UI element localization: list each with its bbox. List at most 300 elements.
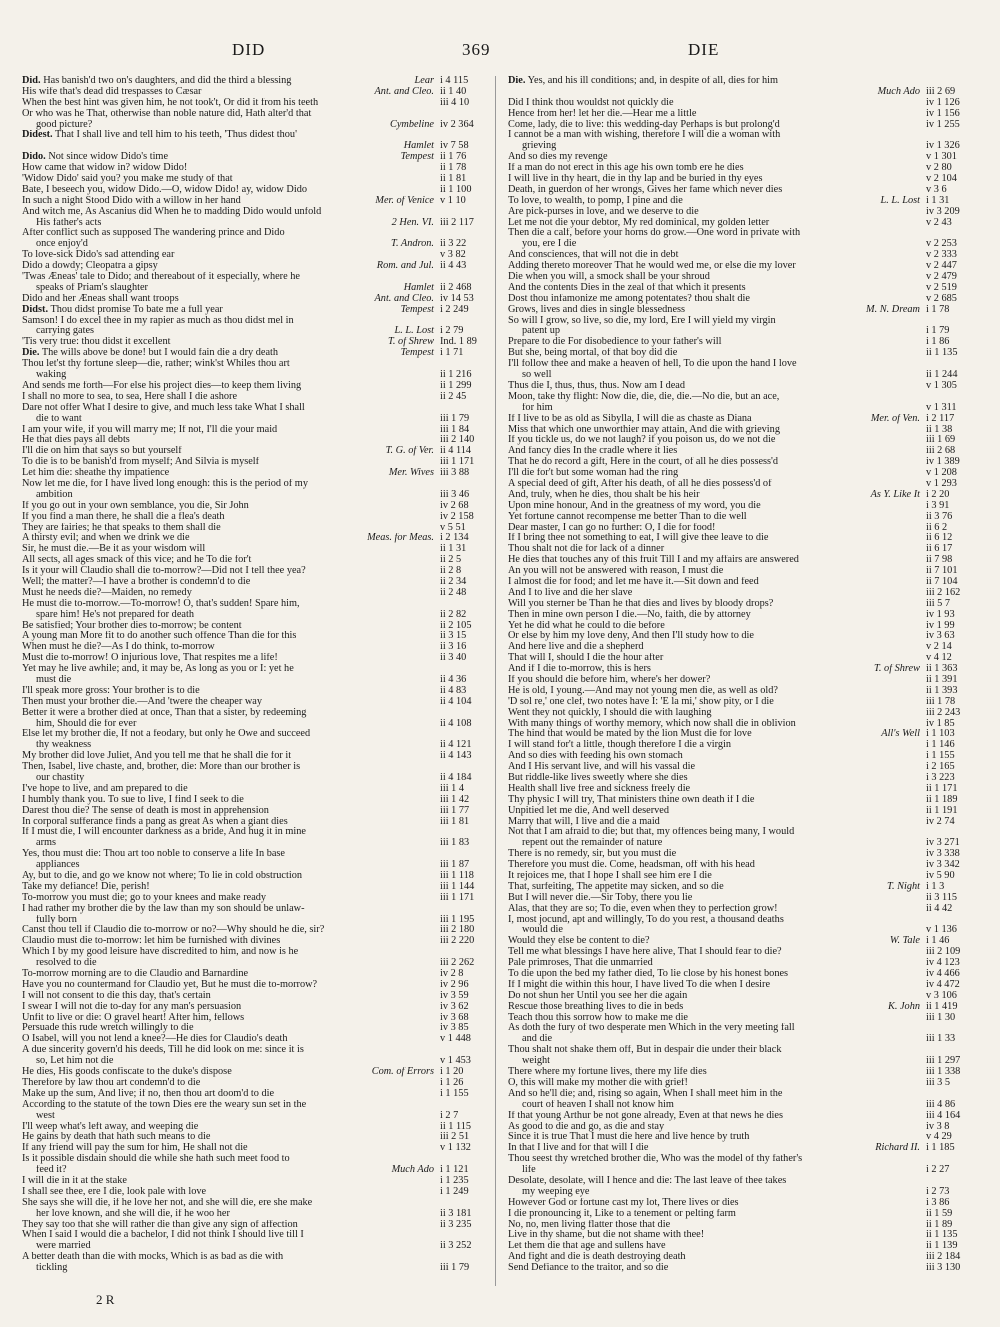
act-scene-line: v 2 80 <box>926 163 952 174</box>
concordance-line <box>22 958 492 969</box>
quotation: Thus die I, thus, thus, thus. Now am I dead <box>508 380 686 391</box>
quotation-text <box>22 316 294 327</box>
quotation: According to the statute of the town Dies ere the weary sun set in the <box>22 1099 307 1110</box>
quotation: Then in mine own person I die.—No, faith, die by attorney <box>508 609 751 620</box>
citation <box>386 468 492 479</box>
quotation: He that dies pays all debts <box>22 435 130 446</box>
concordance-line <box>508 980 978 991</box>
concordance-line <box>508 958 978 969</box>
citation <box>437 1220 492 1231</box>
concordance-line <box>22 533 492 544</box>
citation <box>437 577 492 588</box>
act-scene-line: v 3 106 <box>926 990 957 1001</box>
concordance-line <box>22 261 492 272</box>
quotation: Ay, but to die, and go we know not where; To lie in cold obstruction <box>22 871 303 882</box>
quotation-text <box>22 588 192 599</box>
quotation: thy weakness <box>36 740 92 751</box>
citation <box>923 708 978 719</box>
act-scene-line: iii 1 81 <box>440 816 470 827</box>
quotation-text <box>22 185 307 196</box>
quotation-text <box>508 631 754 642</box>
quotation-text <box>22 425 277 436</box>
quotation-text <box>36 740 91 751</box>
concordance-line <box>508 566 978 577</box>
concordance-line <box>22 784 492 795</box>
quotation: I will stand for't a little, though therefore I die a virgin <box>508 740 731 751</box>
concordance-line <box>22 675 492 686</box>
quotation-text <box>508 435 775 446</box>
quotation: Thy physic I will try, That ministers thine own death if I die <box>508 794 755 805</box>
act-scene-line: iii 2 69 <box>926 86 956 97</box>
act-scene-line: iii 1 42 <box>440 794 470 805</box>
citation <box>923 1165 978 1176</box>
quotation-text <box>22 403 305 414</box>
quotation: Dido and her Æneas shall want troops <box>22 293 179 304</box>
concordance-line <box>508 512 978 523</box>
citation <box>437 435 492 446</box>
act-scene-line: v 1 293 <box>926 478 957 489</box>
act-scene-line: iv 3 68 <box>440 1012 469 1023</box>
act-scene-line: ii 1 31 <box>440 544 467 555</box>
act-scene-line: iii 2 51 <box>440 1132 470 1143</box>
play-title: Hamlet <box>403 282 434 293</box>
act-scene-line: iv 14 53 <box>440 293 474 304</box>
concordance-line <box>22 555 492 566</box>
concordance-line <box>508 1241 978 1252</box>
citation <box>923 446 978 457</box>
quotation-text <box>508 294 750 305</box>
play-title: Tempest <box>400 152 434 163</box>
act-scene-line: Ind. 1 89 <box>440 337 477 348</box>
quotation-text <box>522 1187 589 1198</box>
act-scene-line: v 2 253 <box>926 239 957 250</box>
quotation: I will not consent to die this day, that's certain <box>22 990 211 1001</box>
quotation-text <box>22 762 300 773</box>
concordance-line <box>22 577 492 588</box>
citation <box>437 980 492 991</box>
concordance-line <box>508 392 978 403</box>
quotation-text <box>522 370 551 381</box>
quotation: fully born <box>36 914 77 925</box>
quotation-text <box>22 305 223 316</box>
concordance-line <box>22 882 492 893</box>
play-title: W. Tale <box>889 936 920 947</box>
act-scene-line: ii 2 468 <box>440 282 472 293</box>
citation <box>923 697 978 708</box>
quotation-text <box>22 523 221 534</box>
quotation: Are pick-purses in love, and we deserve to die <box>508 206 699 217</box>
quotation: Marry that will, I live and die a maid <box>508 816 660 827</box>
act-scene-line: ii 1 135 <box>926 1230 958 1241</box>
quotation: In corporal sufferance finds a pang as great As when a giant dies <box>22 816 288 827</box>
quotation: resolved to die <box>36 958 97 969</box>
citation <box>923 1013 978 1024</box>
quotation-text <box>22 686 200 697</box>
citation <box>437 621 492 632</box>
act-scene-line: iii 4 164 <box>926 1110 961 1121</box>
citation <box>372 87 493 98</box>
citation <box>437 370 492 381</box>
quotation-text <box>508 1045 781 1056</box>
quotation: Or else by him my love deny, And then I'll study how to die <box>508 631 754 642</box>
act-scene-line: v 4 29 <box>926 1132 952 1143</box>
citation <box>437 936 492 947</box>
quotation-text <box>508 544 664 555</box>
quotation-text <box>508 1067 707 1078</box>
quotation-text <box>22 1176 127 1187</box>
headword: Dido. <box>22 152 46 163</box>
concordance-line <box>508 250 978 261</box>
concordance-line <box>22 653 492 664</box>
act-scene-line: i 2 165 <box>926 762 955 773</box>
concordance-line <box>22 1002 492 1013</box>
quotation: Dost thou infamonize me among potentates? thou shalt die <box>508 293 750 304</box>
quotation: She says she will die, if he love her not, and she will die, ere she make <box>22 1197 313 1208</box>
quotation-text <box>522 403 553 414</box>
quotation: But I will never die.—Sir Toby, there you lie <box>508 892 693 903</box>
concordance-line <box>508 1198 978 1209</box>
quotation-text <box>22 109 311 120</box>
quotation: Not since widow Dido's time <box>48 152 169 163</box>
quotation-text <box>22 544 205 555</box>
play-title: T. G. of Ver. <box>385 446 434 457</box>
quotation: He must die to-morrow.—To-morrow! O, that's sudden! Spare him, <box>22 598 300 609</box>
quotation-text <box>22 1067 232 1078</box>
quotation: Pale primroses, That die unmarried <box>508 958 653 969</box>
quotation-text <box>508 98 674 109</box>
quotation-text <box>508 740 731 751</box>
concordance-line <box>22 326 492 337</box>
quotation: My brother did love Juliet, And you tell me that he shall die for it <box>22 751 292 762</box>
quotation-text <box>22 1187 206 1198</box>
concordance-line <box>508 1013 978 1024</box>
quotation: A better death than die with mocks, Which is as bad as die with <box>22 1252 284 1263</box>
citation <box>437 958 492 969</box>
quotation-text <box>36 1165 67 1176</box>
quotation-text <box>22 1002 241 1013</box>
citation <box>923 218 978 229</box>
act-scene-line: v 2 14 <box>926 642 952 653</box>
concordance-line <box>22 1034 492 1045</box>
concordance-line <box>508 87 978 98</box>
quotation-text <box>508 109 696 120</box>
citation <box>923 272 978 283</box>
quotation-text <box>22 642 215 653</box>
quotation: A special deed of gift, After his death, of all he dies possess'd of <box>508 478 772 489</box>
citation <box>437 925 492 936</box>
act-scene-line: ii 2 5 <box>440 555 462 566</box>
quotation-text <box>508 751 683 762</box>
concordance-line <box>508 1252 978 1263</box>
quotation: And witch me, As Ascanius did When he to madding Dido would unfold <box>22 206 322 217</box>
citation <box>437 1122 492 1133</box>
act-scene-line: i 2 117 <box>926 413 955 424</box>
concordance-line <box>508 719 978 730</box>
citation <box>923 1078 978 1089</box>
act-scene-line: v 1 132 <box>440 1143 471 1154</box>
quotation: To-morrow morning are to die Claudio and Barnardine <box>22 969 249 980</box>
act-scene-line: ii 4 143 <box>440 751 472 762</box>
citation <box>437 969 492 980</box>
citation <box>923 98 978 109</box>
concordance-line <box>22 435 492 446</box>
quotation-text <box>22 435 130 446</box>
act-scene-line: v 2 479 <box>926 272 957 283</box>
concordance-line <box>22 512 492 523</box>
citation <box>923 207 978 218</box>
quotation-text <box>36 1241 91 1252</box>
quotation-text <box>508 849 676 860</box>
citation <box>374 261 492 272</box>
quotation-text <box>36 838 56 849</box>
citation <box>923 838 978 849</box>
quotation: Let me not die your debtor, My red dominical, my golden letter <box>508 217 770 228</box>
quotation: Thou seest thy wretched brother die, Who was the model of thy father's <box>508 1154 803 1165</box>
act-scene-line: ii 3 181 <box>440 1208 472 1219</box>
act-scene-line: iii 1 338 <box>926 1067 961 1078</box>
quotation: him, Should die for ever <box>36 718 137 729</box>
quotation-text <box>22 359 290 370</box>
page-number: 369 <box>462 40 491 59</box>
concordance-line <box>22 1230 492 1241</box>
play-title: Tempest <box>400 348 434 359</box>
act-scene-line: iii 3 130 <box>926 1263 961 1274</box>
concordance-line <box>22 228 492 239</box>
play-title: Mer. of Venice <box>375 195 434 206</box>
play-title: Much Ado <box>391 1165 434 1176</box>
concordance-line <box>508 174 978 185</box>
quotation-text <box>508 947 782 958</box>
concordance-line <box>508 239 978 250</box>
citation <box>923 795 978 806</box>
quotation: That he do record a gift, Here in the court, of all he dies possess'd <box>508 457 779 468</box>
quotation-text <box>22 228 285 239</box>
quotation-text <box>508 991 687 1002</box>
quotation-text <box>508 1122 664 1133</box>
concordance-line <box>22 1176 492 1187</box>
act-scene-line: iv 3 85 <box>440 1023 469 1034</box>
act-scene-line: v 3 6 <box>926 184 947 195</box>
quotation-text <box>22 751 291 762</box>
citation <box>887 936 978 947</box>
quotation-text <box>508 207 699 218</box>
citation <box>923 1230 978 1241</box>
quotation: Therefore you must die. Come, headsman, off with his head <box>508 860 755 871</box>
concordance-line <box>22 294 492 305</box>
quotation-text <box>22 152 168 163</box>
quotation: I'll follow thee and make a heaven of hell, To die upon the hand I love <box>508 359 797 370</box>
act-scene-line: ii 3 22 <box>440 239 467 250</box>
quotation-text <box>508 1078 688 1089</box>
quotation-text <box>22 1078 200 1089</box>
concordance-line <box>22 196 492 207</box>
signature-mark: 2 R <box>96 1292 115 1307</box>
citation <box>437 544 492 555</box>
quotation: And sends me forth—For else his project dies—to keep them living <box>22 380 302 391</box>
quotation-text <box>508 283 746 294</box>
quotation-text <box>508 729 752 740</box>
act-scene-line: v 3 82 <box>440 250 466 261</box>
concordance-line <box>508 152 978 163</box>
citation <box>923 141 978 152</box>
quotation: I had rather my brother die by the law than my son should be unlaw- <box>22 903 305 914</box>
act-scene-line: ii 3 16 <box>440 642 467 653</box>
concordance-line <box>22 392 492 403</box>
quotation-text <box>508 610 751 621</box>
concordance-line <box>22 697 492 708</box>
quotation: carrying gates <box>36 326 95 337</box>
concordance-line <box>508 599 978 610</box>
concordance-line <box>22 468 492 479</box>
act-scene-line: iii 1 144 <box>440 881 475 892</box>
quotation-text <box>22 1100 306 1111</box>
quotation: And I His servant live, and will his vassal die <box>508 762 696 773</box>
quotation: There where my fortune lives, there my life dies <box>508 1067 707 1078</box>
act-scene-line: ii 1 38 <box>926 424 953 435</box>
quotation-text <box>508 621 665 632</box>
quotation: Therefore by law thou art condemn'd to die <box>22 1077 201 1088</box>
concordance-line <box>22 795 492 806</box>
concordance-line <box>22 751 492 762</box>
citation <box>437 991 492 1002</box>
quotation-text <box>508 708 712 719</box>
quotation-text <box>22 501 249 512</box>
citation <box>923 163 978 174</box>
concordance-line <box>508 762 978 773</box>
concordance-line <box>508 544 978 555</box>
left-column <box>22 76 492 1274</box>
citation <box>437 784 492 795</box>
concordance-line <box>22 1089 492 1100</box>
act-scene-line: ii 3 115 <box>926 892 958 903</box>
act-scene-line: i 1 78 <box>926 304 950 315</box>
quotation: Grows, lives and dies in single blessedness <box>508 304 686 315</box>
quotation-text <box>22 653 278 664</box>
quotation-text <box>522 141 556 152</box>
concordance-line <box>508 1078 978 1089</box>
concordance-line <box>508 337 978 348</box>
citation <box>923 544 978 555</box>
play-title: All's Well <box>881 729 920 740</box>
quotation-text <box>508 457 778 468</box>
quotation: If I live to be as old as Sibylla, I will die as chaste as Diana <box>508 413 752 424</box>
quotation-text <box>22 795 244 806</box>
concordance-line <box>22 969 492 980</box>
quotation-text <box>36 675 71 686</box>
quotation-text <box>22 98 318 109</box>
quotation: Do not shun her Until you see her die again <box>508 990 688 1001</box>
quotation-text <box>22 904 305 915</box>
concordance-line <box>508 446 978 457</box>
citation <box>437 381 492 392</box>
concordance-line <box>22 1132 492 1143</box>
quotation: Unpitied let me die, And well deserved <box>508 805 669 816</box>
concordance-line <box>508 631 978 642</box>
quotation: Die when you will, a smock shall be your shroud <box>508 272 710 283</box>
play-title: K. John <box>887 1001 920 1012</box>
play-title: Mer. Wives <box>388 468 434 479</box>
quotation: Dare not offer What I desire to give, and much less take What I shall <box>22 402 305 413</box>
citation <box>437 871 492 882</box>
act-scene-line: iii 5 7 <box>926 598 951 609</box>
quotation: And the contents Dies in the zeal of that which it presents <box>508 282 746 293</box>
quotation-text <box>22 621 242 632</box>
quotation-text <box>22 555 251 566</box>
act-scene-line: i 1 155 <box>926 751 955 762</box>
act-scene-line: ii 1 139 <box>926 1241 958 1252</box>
concordance-line <box>508 925 978 936</box>
quotation: In that I live and for that will I die <box>508 1143 649 1154</box>
quotation-text <box>22 708 306 719</box>
act-scene-line: ii 2 82 <box>440 609 467 620</box>
quotation-text <box>508 1089 782 1100</box>
concordance-line <box>22 980 492 991</box>
act-scene-line: ii 6 17 <box>926 544 953 555</box>
quotation-text <box>36 1111 55 1122</box>
quotation: That, surfeiting, The appetite may sicken, and so die <box>508 881 724 892</box>
citation <box>923 425 978 436</box>
quotation: for him <box>522 402 553 413</box>
quotation: A young man More fit to do another such offence Than die for this <box>22 631 297 642</box>
act-scene-line: iv 4 472 <box>926 979 960 990</box>
quotation: Rescue those breathing lives to die in beds <box>508 1001 684 1012</box>
concordance-line <box>508 533 978 544</box>
quotation-text <box>36 326 94 337</box>
act-scene-line: iii 1 297 <box>926 1056 961 1067</box>
act-scene-line: ii 2 8 <box>440 566 462 577</box>
citation <box>923 871 978 882</box>
quotation: They are fairies; he that speaks to them shall die <box>22 522 221 533</box>
citation <box>923 817 978 828</box>
quotation: and die <box>522 1034 553 1045</box>
citation <box>437 1002 492 1013</box>
quotation-text <box>22 1132 210 1143</box>
quotation: When the best hint was given him, he not took't, Or did it from his teeth <box>22 97 319 108</box>
quotation: The hind that would be mated by the lion Must die for love <box>508 729 752 740</box>
citation <box>868 414 978 425</box>
act-scene-line: i 2 249 <box>440 304 469 315</box>
quotation-text <box>508 664 651 675</box>
act-scene-line: v 2 447 <box>926 261 957 272</box>
quotation: tickling <box>36 1263 68 1274</box>
quotation-text <box>508 348 677 359</box>
concordance-line <box>508 1023 978 1034</box>
act-scene-line: ii 3 235 <box>440 1219 472 1230</box>
quotation: To die is to be banish'd from myself; And Silvia is myself <box>22 457 260 468</box>
quotation: Must die to-morrow! O injurious love, That respites me a life! <box>22 653 278 664</box>
concordance-line <box>22 893 492 904</box>
quotation-text <box>36 414 82 425</box>
act-scene-line: ii 2 48 <box>440 587 467 598</box>
concordance-line <box>22 719 492 730</box>
quotation-text <box>36 370 66 381</box>
quotation: I'll weep what's left away, and weeping die <box>22 1121 199 1132</box>
concordance-line <box>508 904 978 915</box>
quotation-text <box>508 185 782 196</box>
act-scene-line: v 1 136 <box>926 925 957 936</box>
concordance-line <box>508 1187 978 1198</box>
quotation-text <box>508 697 774 708</box>
citation <box>437 414 492 425</box>
concordance-line <box>508 817 978 828</box>
quotation-text <box>508 577 759 588</box>
citation <box>923 1111 978 1122</box>
concordance-line <box>22 479 492 490</box>
act-scene-line: ii 4 108 <box>440 718 472 729</box>
quotation: Adding thereto moreover That he would wed me, or else die my lover <box>508 261 796 272</box>
citation <box>885 1002 978 1013</box>
play-title: L. L. Lost <box>394 326 434 337</box>
